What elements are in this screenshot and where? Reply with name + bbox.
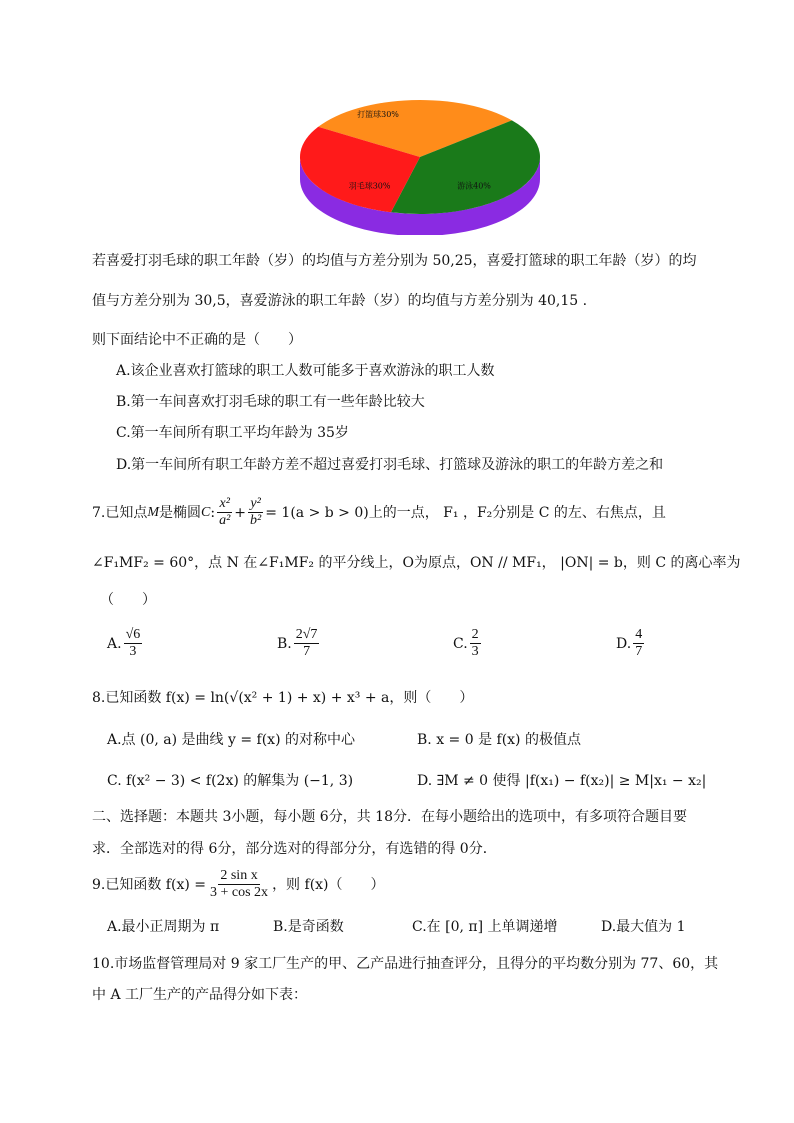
q9-prefix: 9.已知函数 f(x) = [92,876,206,893]
q8-option-c: C. f(x² − 3) < f(2x) 的解集为 (−1, 3) [107,773,354,789]
q7-option-b-fraction [294,627,320,660]
q7-option-d [616,627,646,660]
q10-line-1: 10.市场监督管理局对 9 家工厂生产的甲、乙产品进行抽查评分，且得分的平均数分别为 77、60，其 [92,956,719,972]
pie-slice-label: 羽毛球30% [348,181,391,191]
q7-text2: 上的一点， F₁ ，F₂分别是 C 的左、右焦点，且 [368,504,666,521]
q7-option-c-num: 2 [471,627,479,642]
q7-option-d-den: 7 [635,644,643,659]
section-2-line-2: 求．全部选对的得 6分，部分选对的得部分分，有选错的得 0分． [92,841,497,857]
q7-eq: = 1(a > b > 0) [265,504,369,521]
q9-fraction [208,868,270,901]
q8-stem: 8.已知函数 f(x) = ln(√(x² + 1) + x) + x³ + a，则（ ） [92,690,474,706]
q7-option-a-den: 3 [129,644,137,659]
pie-chart [290,95,550,235]
q7-option-a [107,627,144,660]
q7-option-b [277,627,321,660]
pie-slice-label: 游泳40% [457,181,491,191]
q7-option-b-den: 7 [303,644,311,659]
q7-option-b-num: 2√7 [295,627,318,642]
q7-line-3: （ ） [100,592,156,608]
intro-line-1: 若喜爱打羽毛球的职工年龄（岁）的均值与方差分别为 50,25，喜爱打篮球的职工年龄（岁）的均 [92,253,697,269]
q7-text1: 是椭圆 [159,504,202,521]
q6-option-d: D.第一车间所有职工年龄方差不超过喜爱打羽毛球、打篮球及游泳的职工的年龄方差之和 [116,457,664,473]
q7-colon: : [210,504,216,521]
q6-option-c: C.第一车间所有职工平均年龄为 35岁 [116,425,349,441]
q7-option-d-num: 4 [635,627,643,642]
q9-option-b: B.是奇函数 [273,919,344,935]
question-6-stem: 则下面结论中不正确的是（ ） [92,332,302,348]
pie-slice-label: 打篮球30% [357,110,399,120]
q6-option-b: B.第一车间喜欢打羽毛球的职工有一些年龄比较大 [116,394,425,410]
q9-den: 3 + cos 2x [210,885,269,900]
q9-option-d: D.最大值为 1 [601,919,686,935]
q9-option-a: A.最小正周期为 π [107,919,220,935]
q7-option-d-label: D. [616,635,632,652]
q7-option-a-num: √6 [125,627,141,642]
intro-line-2: 值与方差分别为 30,5，喜爱游泳的职工年龄（岁）的均值与方差分别为 40,15 . [92,293,588,309]
q7-point-m: M [147,504,160,520]
section-2-line-1: 二、选择题：本题共 3小题，每小题 6分，共 18分．在每小题给出的选项中，有多项符合题目要 [92,809,687,825]
q7-x2: x² [219,496,230,511]
q7-option-b-label: B. [277,635,292,652]
q9-num: 2 sin x [220,868,258,883]
q8-option-d: D. ∃M ≠ 0 使得 |f(x₁) − f(x₂)| ≥ M|x₁ − x₂| [417,773,707,789]
q7-option-c-label: C. [453,635,468,652]
q7-ellipse-c: C [201,504,211,520]
q7-option-a-label: A. [107,635,122,652]
q7-prefix: 7.已知点 [92,504,148,521]
q9-stem [92,868,385,901]
q7-line-2: ∠F₁MF₂ = 60°，点 N 在∠F₁MF₂ 的平分线上，O为原点，ON // MF₁， |ON| = b，则 C 的离心率为 [92,555,741,571]
q10-line-2: 中 A 工厂生产的产品得分如下表： [92,987,308,1003]
q7-a2: a² [219,513,231,528]
q7-stem [92,496,666,529]
q9-suffix: ，则 f(x)（ ） [272,876,385,893]
q8-option-b: B. x = 0 是 f(x) 的极值点 [417,732,581,748]
q9-option-c: C.在 [0, π] 上单调递增 [412,919,558,935]
q8-option-a: A.点 (0, a) 是曲线 y = f(x) 的对称中心 [107,732,355,748]
q7-plus: + [234,504,247,521]
q7-option-c [453,627,483,660]
q7-option-c-fraction [470,627,481,660]
q7-y2: y² [250,496,261,511]
q7-option-d-fraction [633,627,644,660]
q7-b2: b² [250,513,262,528]
q7-fraction-x [217,496,232,529]
q7-option-a-fraction [124,627,143,660]
q6-option-a: A.该企业喜欢打篮球的职工人数可能多于喜欢游泳的职工人数 [116,363,495,379]
q7-fraction-y [248,496,263,529]
q7-option-c-den: 3 [471,644,479,659]
